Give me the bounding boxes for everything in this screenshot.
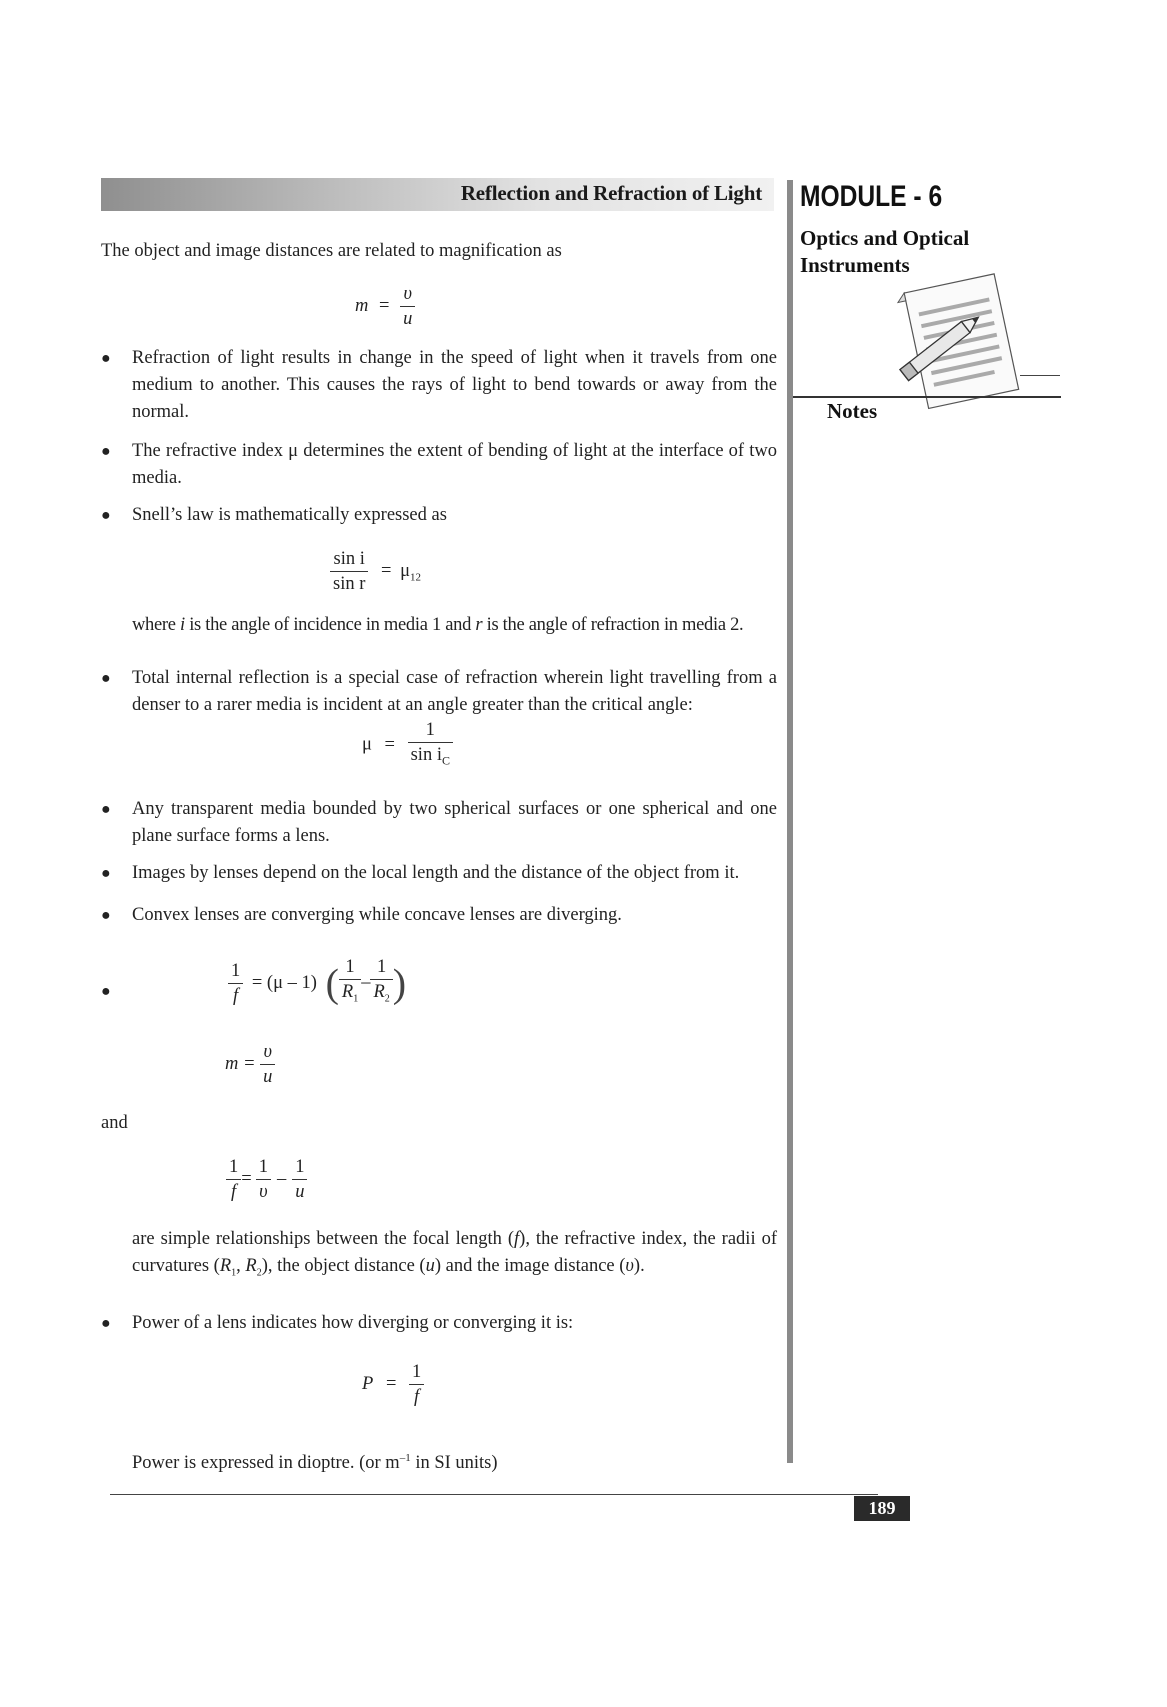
bullet-snells-law: Snell’s law is mathematically expressed as bbox=[132, 505, 447, 525]
minus-sign: – bbox=[276, 1168, 287, 1189]
numerator: 1 bbox=[226, 1155, 241, 1180]
relationship-text bbox=[132, 1226, 777, 1287]
var-r: R bbox=[341, 982, 354, 1002]
mu-symbol: μ bbox=[362, 734, 372, 755]
text: is the angle of incidence in media 1 and bbox=[184, 615, 476, 635]
var-f: f bbox=[514, 1229, 520, 1249]
fraction bbox=[370, 955, 392, 1012]
denominator: u bbox=[263, 1067, 273, 1087]
fraction bbox=[339, 955, 361, 1012]
fraction bbox=[228, 959, 243, 1008]
header-bar bbox=[101, 178, 774, 211]
numerator: sin i bbox=[330, 547, 368, 572]
equals-sign: = bbox=[241, 1168, 252, 1189]
eq-lhs: m = bbox=[225, 1053, 256, 1074]
subject-line-1: Optics and Optical bbox=[800, 226, 970, 250]
subscript: C bbox=[441, 753, 450, 768]
denominator bbox=[370, 980, 392, 1012]
page-number: 189 bbox=[854, 1496, 910, 1521]
bullet-convex-concave: Convex lenses are converging while concave lenses are diverging. bbox=[132, 905, 622, 925]
bullet-dot: ● bbox=[101, 443, 111, 460]
notes-rule bbox=[793, 396, 1061, 398]
numerator: 1 bbox=[409, 1360, 424, 1385]
text: ), the refractive index, the radii of curvatures ( bbox=[132, 1229, 777, 1276]
module-label: MODULE - 6 bbox=[800, 180, 943, 213]
var-u: u bbox=[425, 1256, 435, 1276]
right-paren: ) bbox=[392, 960, 407, 1006]
text: is the angle of refraction in media 2. bbox=[482, 615, 744, 635]
mu-minus-one: = (μ – 1) bbox=[251, 972, 317, 993]
var-r: r bbox=[475, 615, 483, 635]
numerator: 1 bbox=[339, 955, 361, 980]
bullet-dot: ● bbox=[101, 907, 111, 924]
notes-rule-short bbox=[1020, 375, 1060, 376]
equation-lens-magnification bbox=[225, 1040, 275, 1089]
bullet-dot: ● bbox=[101, 670, 111, 687]
denominator: u bbox=[295, 1182, 305, 1202]
numerator: 1 bbox=[256, 1155, 271, 1180]
denominator bbox=[339, 980, 361, 1012]
text: Power is expressed in dioptre. (or m bbox=[132, 1453, 400, 1474]
sin-i: sin i bbox=[410, 745, 442, 765]
equation-power bbox=[362, 1360, 424, 1409]
bullet-dot: ● bbox=[101, 350, 111, 367]
numerator: 1 bbox=[408, 718, 453, 743]
text: in SI units) bbox=[410, 1453, 498, 1474]
pencil-paper-icon bbox=[878, 270, 1028, 425]
bullet-dot: ● bbox=[101, 865, 111, 882]
fraction bbox=[260, 1040, 275, 1089]
footer-rule bbox=[110, 1494, 878, 1495]
subscript: 1 bbox=[231, 1267, 237, 1279]
var-r1: R bbox=[219, 1256, 232, 1276]
numerator: 1 bbox=[370, 955, 392, 980]
subscript: 2 bbox=[384, 993, 390, 1005]
fraction bbox=[409, 1360, 424, 1409]
equals-sign: = bbox=[381, 560, 392, 581]
bullet-images-by-lenses: Images by lenses depend on the local length and the distance of the object from it. bbox=[132, 863, 740, 883]
var-v: υ bbox=[625, 1256, 634, 1276]
snell-note bbox=[132, 612, 743, 639]
notes-label: Notes bbox=[827, 399, 878, 423]
equals-sign: = bbox=[379, 295, 390, 316]
subscript: 1 bbox=[353, 993, 359, 1005]
fraction bbox=[226, 1155, 241, 1204]
bullet-dot: ● bbox=[101, 801, 111, 818]
denominator: f bbox=[231, 1182, 237, 1202]
text: ) and the image distance ( bbox=[434, 1256, 626, 1276]
var-i: i bbox=[180, 615, 185, 635]
and-word: and bbox=[101, 1113, 128, 1133]
denominator: f bbox=[233, 985, 239, 1006]
numerator: υ bbox=[400, 282, 415, 307]
bullet-refraction: Refraction of light results in change in the speed of light when it travels from one medium to another. This causes the rays of light to bend towards or away from the normal. bbox=[132, 348, 777, 422]
numerator: 1 bbox=[292, 1155, 307, 1180]
equation-lens-maker bbox=[228, 955, 406, 1012]
left-paren: ( bbox=[325, 960, 339, 1006]
subscript: 2 bbox=[256, 1267, 262, 1279]
bullet-refractive-index: The refractive index μ determines the extent of bending of light at the interface of two media. bbox=[132, 441, 777, 488]
text: ). bbox=[633, 1256, 645, 1276]
bullet-dot: ● bbox=[101, 1315, 111, 1332]
bullet-lens-definition: Any transparent media bounded by two spherical surfaces or one spherical and one plane surface forms a lens. bbox=[132, 799, 777, 846]
var-r: R bbox=[373, 982, 385, 1002]
equation-critical-angle bbox=[362, 718, 453, 773]
denominator: f bbox=[414, 1387, 420, 1407]
denominator bbox=[408, 743, 453, 773]
bullet-power-of-lens: Power of a lens indicates how diverging or converging it is: bbox=[132, 1313, 574, 1333]
mu-symbol: μ bbox=[400, 560, 410, 581]
bullet-total-internal-reflection: Total internal reflection is a special case of refraction wherein light travelling from a denser to a rarer media is incident at an angle greater than the critical angle: bbox=[132, 668, 777, 715]
equation-magnification bbox=[355, 282, 415, 331]
bullet-dot: ● bbox=[101, 983, 111, 1000]
equals-sign: = bbox=[385, 1373, 397, 1394]
denominator: u bbox=[403, 309, 413, 329]
bullet-dot: ● bbox=[101, 507, 111, 524]
chapter-title: Reflection and Refraction of Light bbox=[460, 181, 762, 205]
superscript: –1 bbox=[399, 1452, 411, 1464]
eq-lhs: P bbox=[362, 1373, 374, 1394]
margin-divider bbox=[787, 180, 793, 1463]
text: are simple relationships between the focal length ( bbox=[132, 1229, 515, 1249]
equation-snell bbox=[330, 547, 421, 596]
fraction bbox=[292, 1155, 307, 1204]
fraction bbox=[330, 547, 368, 596]
denominator: sin r bbox=[333, 574, 366, 594]
equation-lens-formula bbox=[226, 1155, 307, 1204]
fraction bbox=[408, 718, 453, 773]
numerator: 1 bbox=[228, 959, 243, 984]
text: where bbox=[132, 615, 181, 635]
numerator: υ bbox=[260, 1040, 275, 1065]
fraction bbox=[400, 282, 415, 331]
denominator: υ bbox=[259, 1182, 268, 1202]
minus-sign: – bbox=[361, 972, 371, 993]
intro-text: The object and image distances are related to magnification as bbox=[101, 241, 562, 261]
eq-lhs: m bbox=[355, 295, 369, 316]
power-units-text bbox=[132, 1445, 498, 1477]
subject-line-2: Instruments bbox=[800, 253, 910, 277]
var-r2: R bbox=[245, 1256, 257, 1276]
equals-sign: = bbox=[384, 734, 395, 755]
subscript: 12 bbox=[409, 571, 421, 584]
fraction bbox=[256, 1155, 271, 1204]
text: , bbox=[236, 1256, 246, 1276]
text: ), the object distance ( bbox=[261, 1256, 426, 1276]
